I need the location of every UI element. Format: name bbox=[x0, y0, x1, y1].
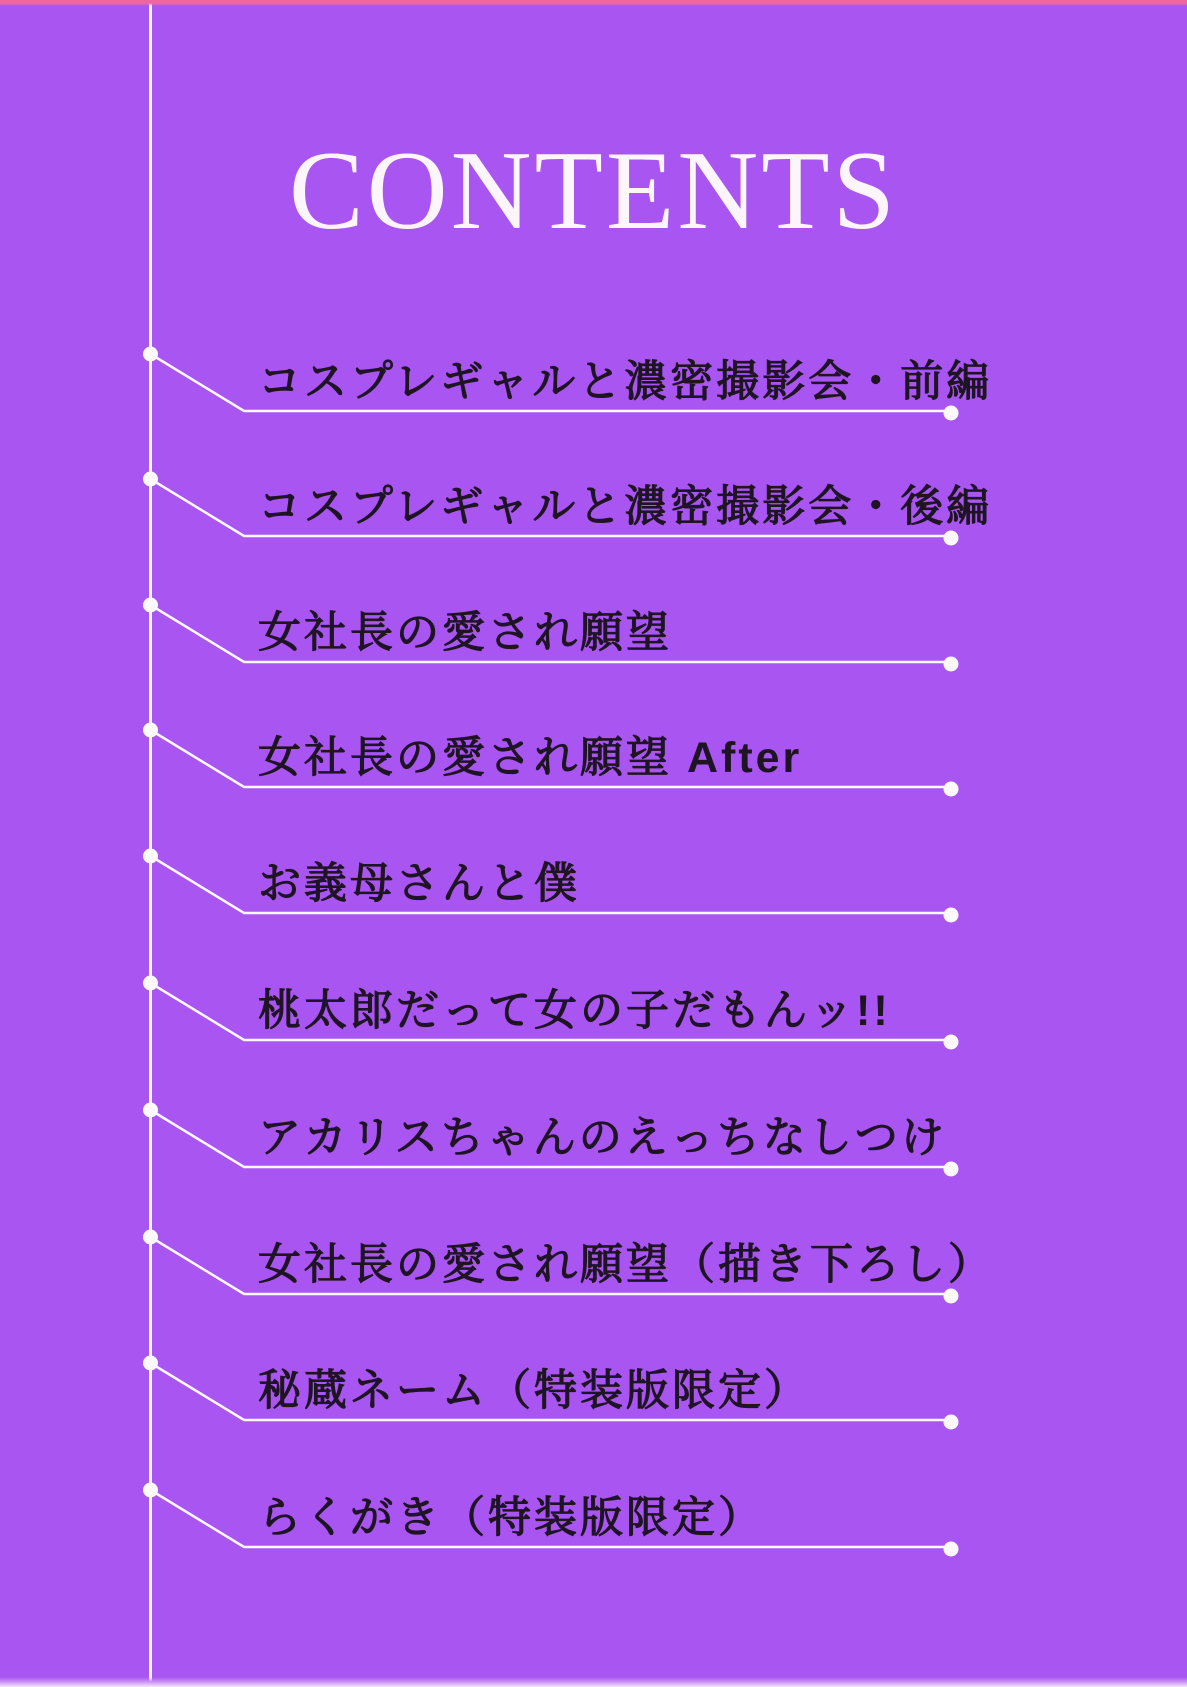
toc-item-label: 女社長の愛され願望（描き下ろし） bbox=[258, 1241, 994, 1289]
toc-item bbox=[0, 1478, 1187, 1562]
toc-item bbox=[0, 342, 1187, 426]
toc-item-label: 秘蔵ネーム（特装版限定） bbox=[258, 1367, 810, 1415]
page-bottom-edge bbox=[0, 1677, 1187, 1687]
toc-item-label: コスプレギャルと濃密撮影会・前編 bbox=[258, 358, 993, 406]
page-title: CONTENTS bbox=[289, 129, 898, 253]
toc-item-label: 女社長の愛され願望 After bbox=[258, 734, 803, 782]
toc-item bbox=[0, 467, 1187, 551]
toc-item-label: アカリスちゃんのえっちなしつけ bbox=[258, 1114, 947, 1162]
toc-item bbox=[0, 1098, 1187, 1182]
toc-item bbox=[0, 1225, 1187, 1309]
toc-item-label: 桃太郎だって女の子だもんッ!! bbox=[258, 987, 891, 1035]
toc-item bbox=[0, 971, 1187, 1055]
toc-item bbox=[0, 844, 1187, 928]
toc-item bbox=[0, 718, 1187, 802]
toc-item-label: 女社長の愛され願望 bbox=[258, 609, 672, 657]
toc-item bbox=[0, 593, 1187, 677]
toc-item bbox=[0, 1351, 1187, 1435]
toc-item-label: お義母さんと僕 bbox=[258, 860, 580, 908]
page-top-edge bbox=[0, 0, 1187, 6]
toc-item-label: らくがき（特装版限定） bbox=[258, 1494, 764, 1542]
toc-item-label: コスプレギャルと濃密撮影会・後編 bbox=[258, 483, 993, 531]
